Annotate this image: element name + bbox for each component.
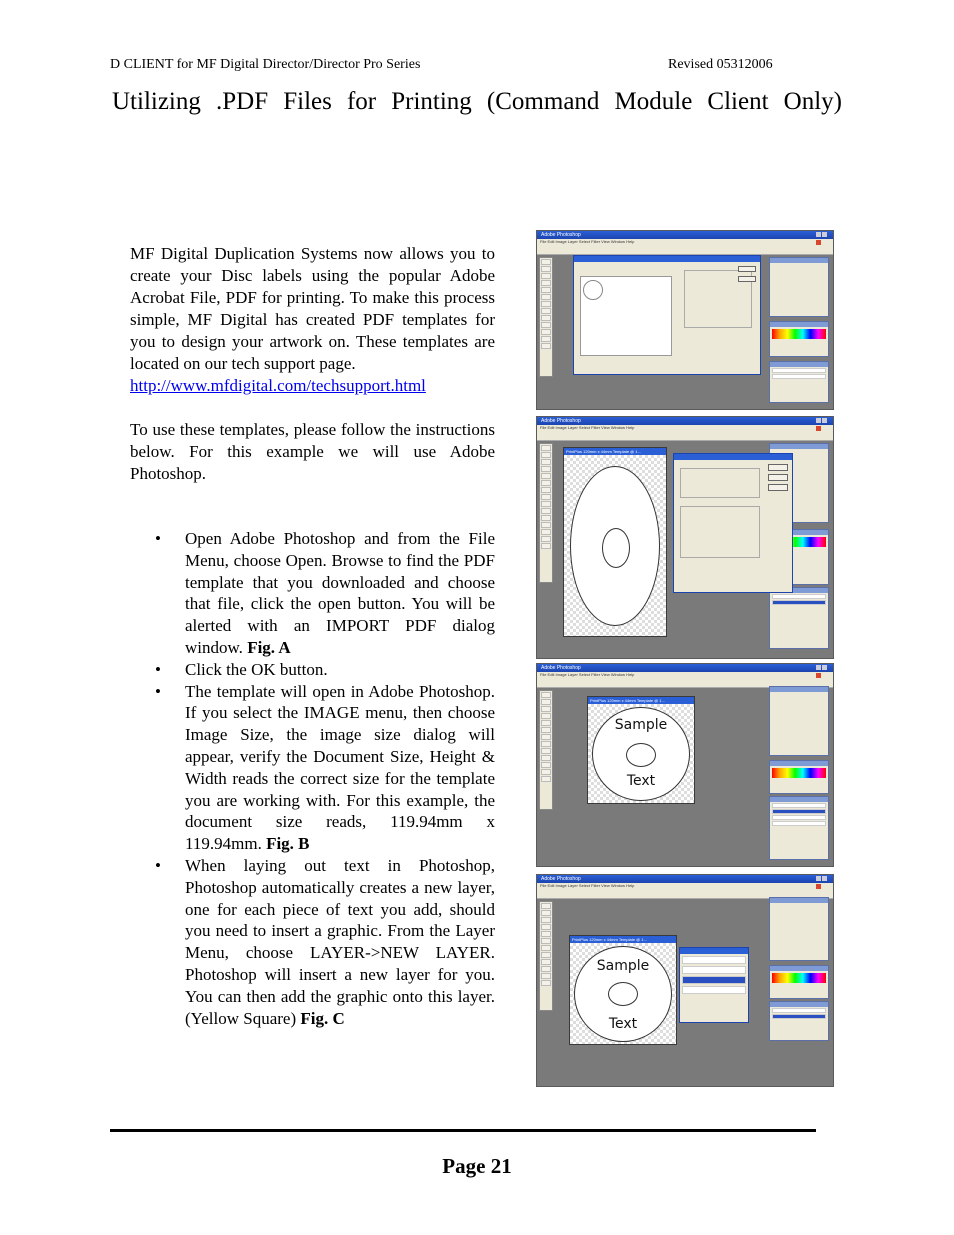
navigator-palette xyxy=(769,686,829,756)
layers-palette xyxy=(769,587,829,649)
footer-rule xyxy=(110,1129,816,1132)
app-menubar: File Edit Image Layer Select Filter View Window Help xyxy=(537,239,833,245)
image-size-dialog xyxy=(673,453,793,593)
import-pdf-dialog xyxy=(573,255,761,375)
page-number: Page 21 xyxy=(442,1154,512,1178)
list-item-text: When laying out text in Photoshop, Photoshop automatically creates a new layer, one for each piece of text you add, should you need to insert a graphic. From the Layer Menu, choose LAYER->NEW LAYER. Photoshop will insert a new layer for you. You can then add the graphic onto this layer.(Yellow Square) xyxy=(185,855,495,1028)
options-bar xyxy=(537,431,833,441)
document-window: PrintPlus 120mm x 44mm Template @ 1... xyxy=(563,447,667,637)
title-word: .PDF xyxy=(216,88,269,115)
disc-bottom-text: Text xyxy=(608,1016,638,1032)
history-palette xyxy=(769,1001,829,1041)
app-menubar: File Edit Image Layer Select Filter View Window Help xyxy=(537,425,833,431)
bullet-icon: • xyxy=(155,855,161,875)
techsupport-link[interactable]: http://www.mfdigital.com/techsupport.html xyxy=(130,376,426,395)
document-window: PrintPlus 120mm x 44mm Template @ 1... Sample Text xyxy=(587,696,695,804)
disc-top-text: Sample xyxy=(596,958,650,974)
instruction-list xyxy=(130,528,495,1029)
app-titlebar: Adobe Photoshop xyxy=(537,417,833,425)
title-word: Only) xyxy=(783,88,842,115)
page-header-left: D CLIENT for MF Digital Director/Director Pro Series xyxy=(110,57,421,72)
app-titlebar: Adobe Photoshop xyxy=(537,875,833,883)
title-word: Client xyxy=(707,88,769,115)
toolbox xyxy=(539,443,553,583)
spacer xyxy=(130,397,495,419)
disc-top-text: Sample xyxy=(614,717,668,733)
figure-ref: Fig. B xyxy=(266,834,310,854)
document-window: PrintPlus 120mm x 44mm Template @ 1... Sample Text xyxy=(569,935,677,1045)
list-item xyxy=(130,855,495,1029)
navigator-palette xyxy=(769,257,829,317)
title-word: Module xyxy=(614,88,693,115)
intro-column xyxy=(130,243,495,485)
screenshot-fig-c-2 xyxy=(536,874,834,1087)
title-word: (Command xyxy=(486,88,600,115)
app-titlebar: Adobe Photoshop xyxy=(537,231,833,239)
list-item-text: Open Adobe Photoshop and from the File Menu, choose Open. Browse to find the PDF template that you downloaded and choose that file, click the open button. You will be alerted with an IMPORT PDF dialog window. xyxy=(185,529,495,657)
layers-palette xyxy=(679,947,749,1023)
list-item xyxy=(130,528,495,659)
toolbox xyxy=(539,901,553,1011)
options-bar xyxy=(537,245,833,255)
list-item-text: The template will open in Adobe Photoshop. If you select the IMAGE menu, then choose Image Size, the image size dialog will appear, verify the Document Size, Height & Width reads the correct size for the template you are working with. For this example, the document size reads, 119.94mm x 119.94mm. xyxy=(185,681,495,854)
bullet-icon: • xyxy=(155,681,161,701)
app-titlebar: Adobe Photoshop xyxy=(537,664,833,672)
page-title xyxy=(112,88,842,116)
title-word: Utilizing xyxy=(112,88,201,115)
intro-paragraph: MF Digital Duplication Systems now allows you to create your Disc labels using the popular Adobe Acrobat File, PDF for printing. To make this process simple, MF Digital has created PDF templates for you to design your artwork on. These templates are located on our tech support page. xyxy=(130,244,495,373)
toolbox xyxy=(539,257,553,377)
figure-ref: Fig. C xyxy=(300,1008,345,1028)
instructions-paragraph: To use these templates, please follow the instructions below. For this example we will use Adobe Photoshop. xyxy=(130,420,495,483)
color-palette xyxy=(769,760,829,794)
title-word: Printing xyxy=(391,88,472,115)
title-word: for xyxy=(346,88,377,115)
list-item xyxy=(130,659,495,681)
figure-ref: Fig. A xyxy=(247,637,291,657)
page-header-right: Revised 05312006 xyxy=(668,57,773,72)
list-item xyxy=(130,681,495,855)
title-word: Files xyxy=(283,88,332,115)
app-menubar: File Edit Image Layer Select Filter View Window Help xyxy=(537,672,833,678)
screenshot-fig-b xyxy=(536,416,834,659)
disc-bottom-text: Text xyxy=(626,773,656,789)
app-menubar: File Edit Image Layer Select Filter View Window Help xyxy=(537,883,833,889)
screenshot-fig-a xyxy=(536,230,834,410)
navigator-palette xyxy=(769,897,829,961)
color-palette xyxy=(769,321,829,357)
toolbox xyxy=(539,690,553,810)
bullet-icon: • xyxy=(155,529,161,548)
layers-palette xyxy=(769,796,829,860)
list-item-text: Click the OK button. xyxy=(185,659,328,679)
bullet-icon: • xyxy=(155,659,161,679)
layers-palette xyxy=(769,361,829,403)
screenshot-fig-c-1 xyxy=(536,663,834,867)
color-palette xyxy=(769,965,829,999)
